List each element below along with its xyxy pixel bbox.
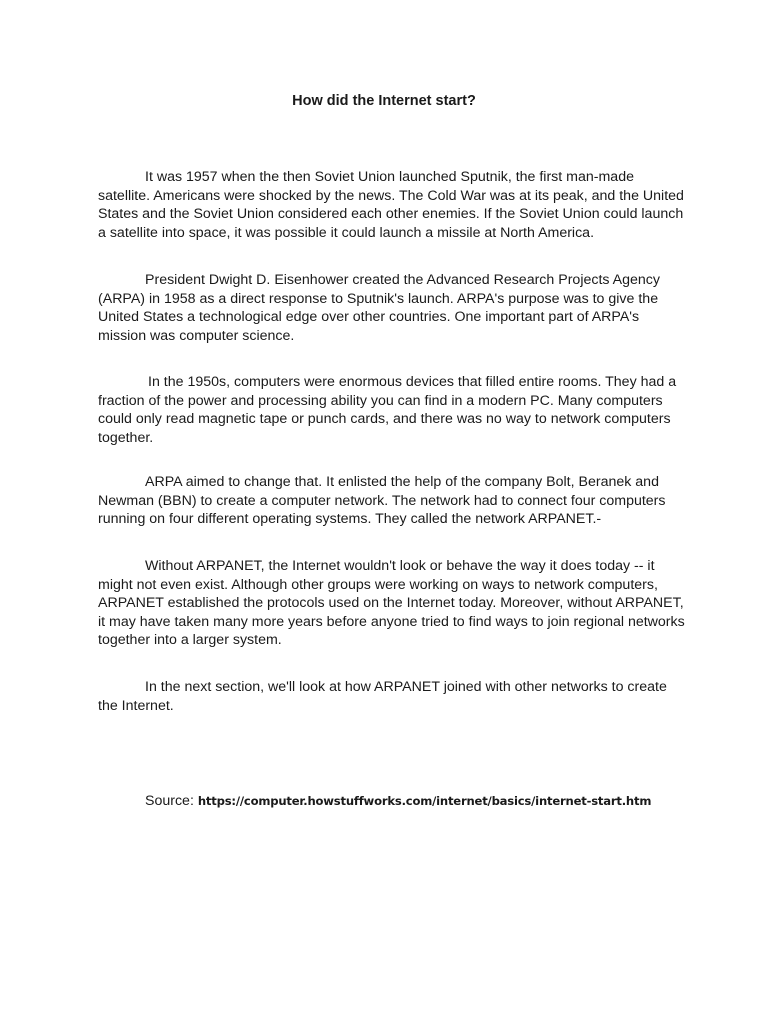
- source-line: [145, 792, 651, 810]
- paragraph-sputnik: It was 1957 when the then Soviet Union launched Sputnik, the first man-made satellite. Americans were shocked by the news. The Cold War was at its peak, and the United States and the Soviet Union considered each other enemies. If the Soviet Union could launch a satellite into space, it was possible it could launch a missile at North America.: [98, 169, 684, 241]
- paragraph-1950s-computers: In the 1950s, computers were enormous devices that filled entire rooms. They had a fraction of the power and processing ability you can find in a modern PC. Many computers could only read magnetic tape or punch cards, and there was no way to network computers together.: [98, 374, 677, 446]
- page-title: How did the Internet start?: [292, 93, 476, 109]
- paragraph-bbn: ARPA aimed to change that. It enlisted the help of the company Bolt, Beranek and Newman (BBN) to create a computer network. The network had to connect four computers running on four different operating systems. They called the network ARPANET.-: [98, 474, 666, 528]
- paragraph-without-arpanet: Without ARPANET, the Internet wouldn't look or behave the way it does today -- it might not even exist. Although other groups were working on ways to network computers, ARPANET established the protocols used on the Internet today. Moreover, without ARPANET, it may have taken many more years before anyone tried to find ways to join regional networks together into a larger system.: [98, 558, 685, 649]
- paragraph-next-section: In the next section, we'll look at how ARPANET joined with other networks to create the Internet.: [98, 679, 667, 714]
- paragraph-arpa: President Dwight D. Eisenhower created the Advanced Research Projects Agency (ARPA) in 1958 as a direct response to Sputnik's launch. ARPA's purpose was to give the United States a technological edge over other countries. One important part of ARPA's mission was computer science.: [98, 272, 660, 344]
- source-link[interactable]: https://computer.howstuffworks.com/internet/basics/internet-start.htm: [197, 794, 652, 808]
- source-label: Source:: [145, 793, 194, 809]
